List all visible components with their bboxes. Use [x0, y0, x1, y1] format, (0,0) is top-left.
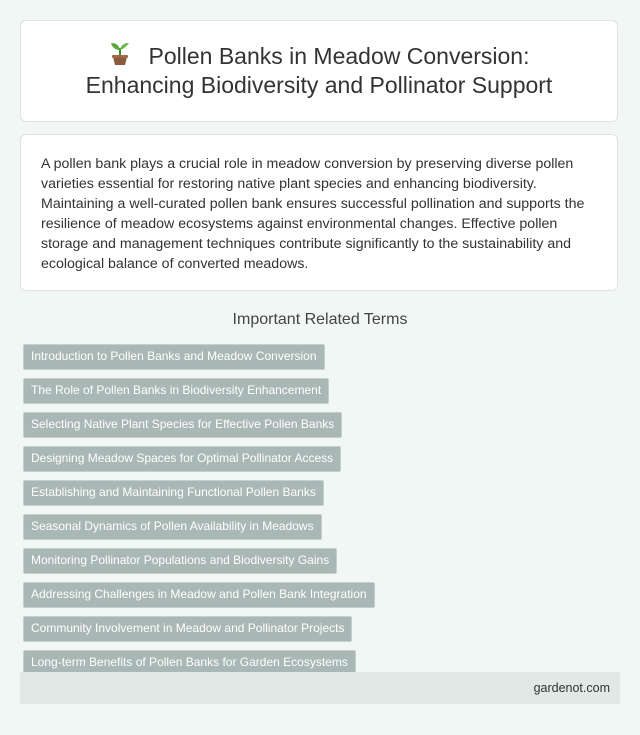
footer-site-link[interactable]: gardenot.com — [533, 681, 610, 695]
related-term-tag[interactable]: Seasonal Dynamics of Pollen Availability in Meadows — [23, 514, 322, 540]
related-term-tag[interactable]: Long-term Benefits of Pollen Banks for Garden Ecosystems — [23, 650, 356, 676]
page-title — [86, 42, 553, 100]
seedling-icon — [109, 42, 131, 66]
related-term-tag[interactable]: Designing Meadow Spaces for Optimal Pollinator Access — [23, 446, 341, 472]
related-term-tag[interactable]: Selecting Native Plant Species for Effective Pollen Banks — [23, 412, 342, 438]
related-terms-heading: Important Related Terms — [232, 311, 408, 328]
description-text: A pollen bank plays a crucial role in meadow conversion by preserving diverse pollen varieties essential for restoring native plant species and enhancing biodiversity. Maintaining a well-curated pollen bank ensures successful pollination and supports the resilience of meadow ecosystems against environmental changes. Effective pollen storage and management techniques contribute significantly to the sustainability and ecological balance of converted meadows. — [41, 156, 585, 272]
title-line-2: Enhancing Biodiversity and Pollinator Support — [85, 72, 553, 98]
title-card — [20, 20, 618, 122]
related-term-tag[interactable]: Introduction to Pollen Banks and Meadow Conversion — [23, 344, 325, 370]
title-line-1: Pollen Banks in Meadow Conversion: — [148, 43, 530, 69]
related-term-tag[interactable]: Community Involvement in Meadow and Pollinator Projects — [23, 616, 352, 642]
related-terms-list — [23, 344, 375, 684]
related-term-tag[interactable]: Establishing and Maintaining Functional Pollen Banks — [23, 480, 324, 506]
related-term-tag[interactable]: The Role of Pollen Banks in Biodiversity Enhancement — [23, 378, 329, 404]
footer — [20, 672, 620, 704]
related-term-tag[interactable]: Addressing Challenges in Meadow and Pollen Bank Integration — [23, 582, 375, 608]
description-card — [20, 134, 618, 291]
related-term-tag[interactable]: Monitoring Pollinator Populations and Biodiversity Gains — [23, 548, 337, 574]
